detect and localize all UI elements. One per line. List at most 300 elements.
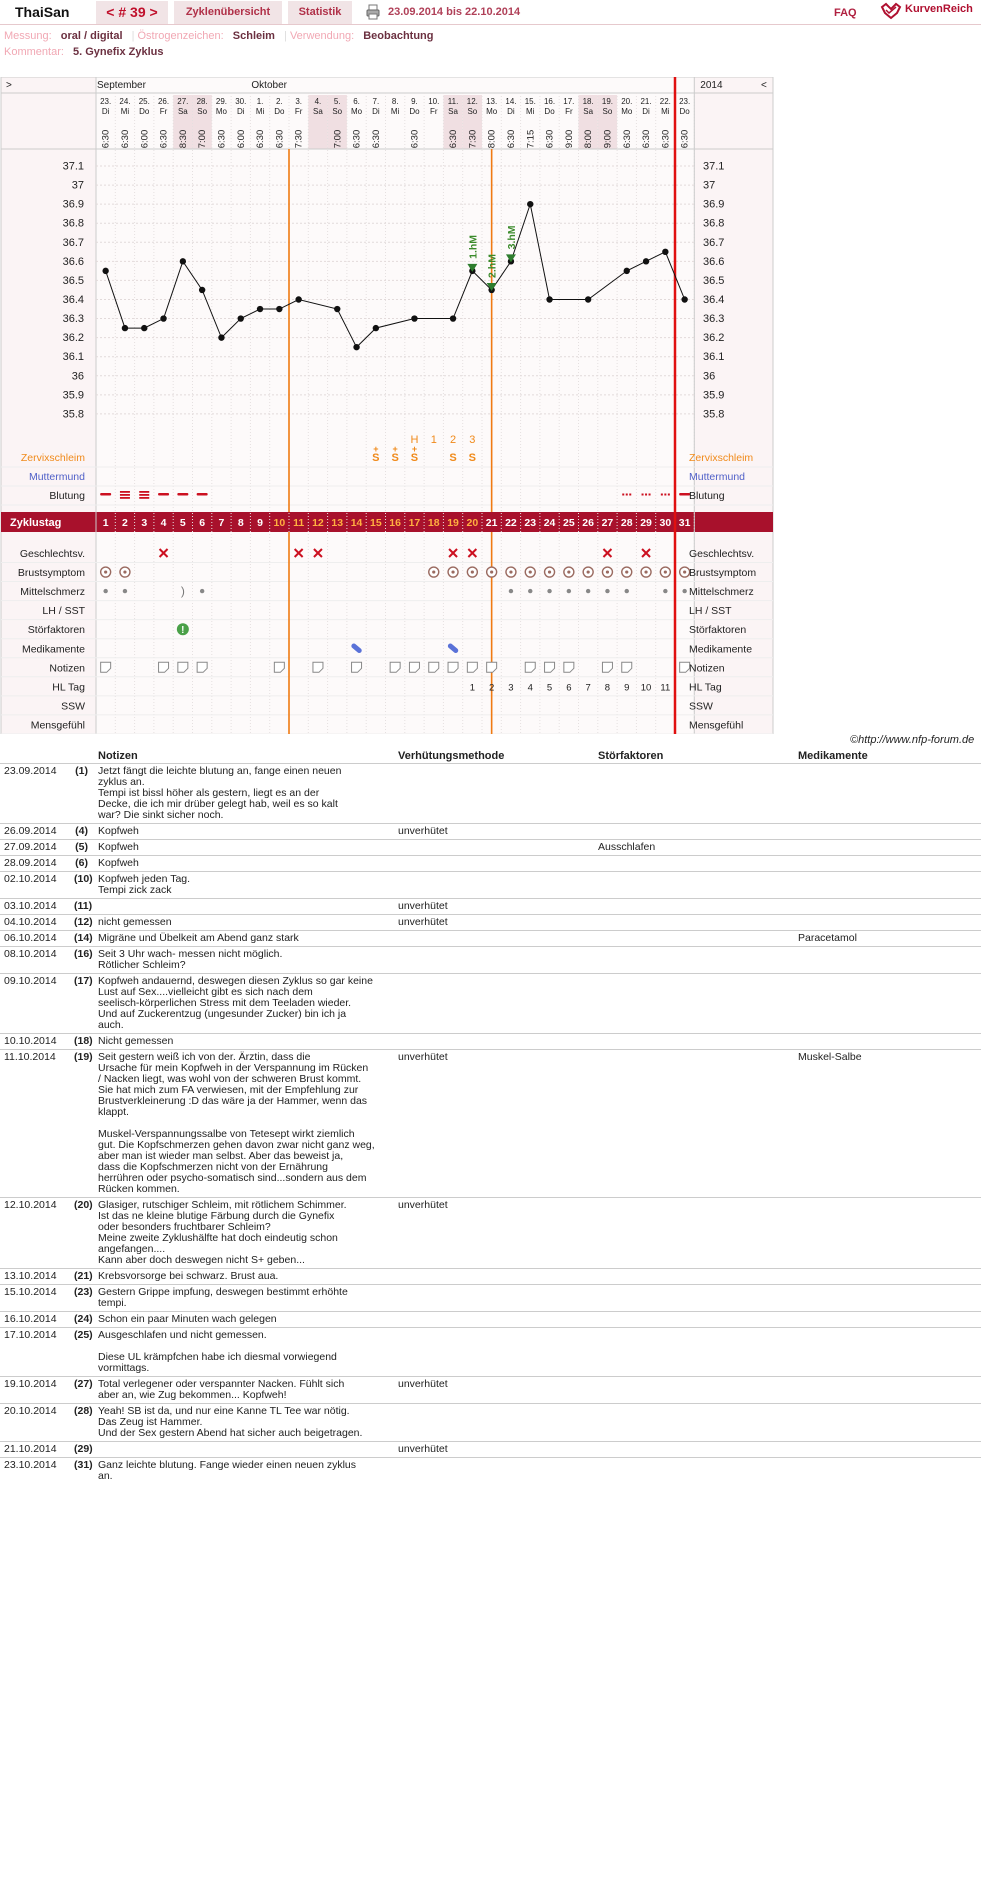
- month-label: September: [97, 80, 146, 91]
- temperature-point: [585, 296, 591, 302]
- cervical-mucus-mark: S: [410, 452, 419, 464]
- day-weekday-label: Mo: [621, 107, 633, 116]
- faq-link[interactable]: FAQ: [834, 7, 857, 19]
- notes-cell-nr: (24): [70, 1312, 94, 1328]
- cycle-day-number: 2: [122, 517, 128, 529]
- peak-label: 1: [430, 434, 437, 446]
- y-tick-label-right: 36.4: [703, 293, 725, 306]
- breast-symptom-dot: [509, 570, 512, 573]
- day-date-label: 20.: [621, 97, 633, 106]
- day-date-label: 23.: [100, 97, 112, 106]
- notes-row: [0, 856, 981, 872]
- cycle-day-number: 21: [485, 517, 498, 529]
- y-tick-label: 37: [71, 179, 84, 192]
- y-tick-label-right: 37: [703, 179, 716, 192]
- y-tick-label: 36: [71, 370, 84, 383]
- day-date-label: 15.: [524, 97, 536, 106]
- breast-symptom-dot: [606, 570, 609, 573]
- notes-cell-stoer: [594, 764, 794, 824]
- breast-symptom-dot: [644, 570, 647, 573]
- notes-row: [0, 1404, 981, 1442]
- notes-cell-nr: (31): [70, 1458, 94, 1485]
- hl-day-number: 6: [566, 682, 572, 694]
- notes-cell-stoer: [594, 856, 794, 872]
- notes-cell-medi: [794, 974, 981, 1034]
- col-verhuetung-header: Verhütungsmethode: [398, 750, 505, 762]
- notes-cell-verh: unverhütet: [394, 899, 594, 915]
- measure-time-label: 6:00: [139, 129, 151, 149]
- notes-cell-verh: [394, 1458, 594, 1485]
- notes-cell-verh: [394, 947, 594, 974]
- cervical-mucus-plus: +: [392, 444, 398, 454]
- notes-row: [0, 1285, 981, 1312]
- breast-symptom-dot: [625, 570, 628, 573]
- notes-row: [0, 1269, 981, 1285]
- measure-time-label: 7:00: [332, 129, 344, 149]
- y-tick-label-right: 36.1: [703, 351, 725, 364]
- notes-cell-note: Yeah! SB ist da, und nur eine Kanne TL Tee war nötig. Das Zeug ist Hammer. Und der Sex gestern Abend hat sicher auch beigetragen.: [94, 1404, 394, 1442]
- cycle-day-number: 22: [505, 517, 517, 529]
- day-weekday-label: Sa: [583, 107, 594, 116]
- bleeding-spotting-mark: [661, 494, 663, 496]
- y-tick-label: 35.8: [62, 408, 84, 421]
- measure-time-label: 6:30: [158, 129, 170, 149]
- day-weekday-label: Sa: [448, 107, 458, 116]
- measure-time-label: 8:00: [486, 129, 498, 149]
- peak-label: 2: [449, 434, 457, 446]
- notes-cell-medi: [794, 947, 981, 974]
- cycle-day-number: 6: [199, 517, 206, 529]
- row-label-right-mittel: Mittelschmerz: [689, 586, 754, 599]
- notes-cell-verh: [394, 1269, 594, 1285]
- y-tick-label: 36.3: [62, 313, 84, 326]
- hl-day-number: 7: [585, 682, 591, 694]
- row-label-right-lh: LH / SST: [689, 605, 732, 618]
- row-label-brust: Brustsymptom: [17, 567, 85, 580]
- notes-row: [0, 824, 981, 840]
- cycle-day-band: [1, 512, 773, 532]
- mittelschmerz-dot: [567, 589, 571, 593]
- day-weekday-label: Mi: [526, 107, 535, 116]
- comment-info: [4, 46, 169, 58]
- notes-cell-note: Kopfweh: [94, 856, 394, 872]
- measure-time-label: 6:30: [448, 129, 460, 149]
- notes-row: [0, 872, 981, 899]
- day-weekday-label: So: [332, 107, 343, 116]
- temperature-point: [122, 325, 128, 331]
- notes-cell-medi: [794, 1404, 981, 1442]
- notes-row: [0, 1377, 981, 1404]
- cycle-day-number: 16: [389, 517, 401, 529]
- notes-cell-medi: [794, 1034, 981, 1050]
- day-date-label: 1.: [256, 97, 264, 106]
- breast-symptom-dot: [664, 570, 667, 573]
- row-label-medi: Medikamente: [21, 643, 85, 656]
- row-label-right-blutung: Blutung: [689, 490, 725, 502]
- notes-cell-date: 03.10.2014: [0, 899, 70, 915]
- hl-day-number: 5: [546, 682, 553, 694]
- notes-cell-verh: [394, 1404, 594, 1442]
- temperature-point: [373, 325, 379, 331]
- day-date-label: 8.: [391, 97, 399, 106]
- col-date-header: [0, 749, 70, 764]
- measure-time-label: 6:00: [235, 129, 247, 149]
- row-label-geschlechtsv: Geschlechtsv.: [19, 548, 85, 560]
- notes-cell-stoer: [594, 1034, 794, 1050]
- day-date-label: 30.: [235, 97, 247, 106]
- bleeding-spotting-mark: [668, 494, 670, 496]
- month-label: Oktober: [251, 80, 287, 91]
- bleeding-spotting-mark: [622, 494, 624, 496]
- notes-cell-verh: [394, 974, 594, 1034]
- temperature-point: [180, 258, 186, 264]
- breast-symptom-dot: [432, 570, 435, 573]
- notes-cell-medi: [794, 899, 981, 915]
- day-date-label: 14.: [505, 97, 517, 106]
- row-label-right-notizen: Notizen: [689, 662, 725, 675]
- notes-cell-medi: [794, 1285, 981, 1312]
- notes-cell-date: 23.10.2014: [0, 1458, 70, 1485]
- hl-day-number: 8: [604, 682, 611, 694]
- bleeding-heavy-mark: [139, 494, 149, 496]
- notes-cell-date: 17.10.2014: [0, 1328, 70, 1377]
- verwendung-label: Verwendung:: [289, 30, 355, 42]
- measure-time-label: 6:30: [641, 129, 653, 149]
- day-date-label: 4.: [314, 97, 322, 106]
- notes-cell-date: 28.09.2014: [0, 856, 70, 872]
- temperature-point: [624, 268, 630, 274]
- row-label-hltag: HL Tag: [52, 681, 85, 694]
- notes-cell-verh: [394, 931, 594, 947]
- notes-cell-medi: [794, 856, 981, 872]
- temperature-point: [546, 296, 552, 302]
- notes-cell-verh: [394, 1285, 594, 1312]
- notes-cell-medi: [794, 1198, 981, 1269]
- day-weekday-label: So: [467, 107, 478, 116]
- printer-icon[interactable]: [366, 4, 380, 20]
- notes-cell-note: Kopfweh: [94, 840, 394, 856]
- notes-cell-stoer: [594, 915, 794, 931]
- cycle-day-number: 13: [331, 517, 344, 529]
- measure-time-label: 6:30: [409, 129, 421, 149]
- notes-row: [0, 1328, 981, 1377]
- notes-cell-nr: (11): [70, 899, 94, 915]
- notes-cell-date: 09.10.2014: [0, 974, 70, 1034]
- notes-cell-medi: [794, 840, 981, 856]
- notes-cell-note: Schon ein paar Minuten wach gelegen: [94, 1312, 394, 1328]
- breast-symptom-dot: [587, 570, 590, 573]
- notes-cell-stoer: [594, 1312, 794, 1328]
- hl-day-number: 9: [624, 682, 630, 694]
- temperature-point: [411, 315, 417, 321]
- cycle-day-number: 30: [659, 517, 672, 529]
- notes-cell-date: 13.10.2014: [0, 1269, 70, 1285]
- notes-cell-nr: (5): [70, 840, 94, 856]
- y-tick-label-right: 36: [703, 370, 716, 383]
- y-tick-label: 37.1: [62, 160, 84, 173]
- col-nr-header: [70, 749, 94, 764]
- measure-time-label: 6:30: [621, 129, 633, 149]
- day-date-label: 23.: [679, 97, 691, 106]
- measure-time-label: 7:15: [525, 129, 537, 149]
- day-weekday-label: Mi: [255, 107, 265, 116]
- measure-time-label: 6:30: [255, 129, 267, 149]
- mittelschmerz-dot: [509, 589, 513, 593]
- notes-cell-medi: [794, 915, 981, 931]
- day-weekday-label: Fr: [294, 107, 303, 116]
- row-label-right-mens: Mensgefühl: [689, 719, 744, 732]
- cycle-day-number: 23: [524, 517, 537, 529]
- notes-cell-verh: [394, 1034, 594, 1050]
- notes-cell-stoer: [594, 974, 794, 1034]
- nav-next-icon: <: [761, 80, 767, 91]
- notes-cell-verh: unverhütet: [394, 824, 594, 840]
- y-tick-label-right: 36.6: [703, 255, 725, 268]
- notes-row: [0, 1050, 981, 1198]
- notes-cell-nr: (19): [70, 1050, 94, 1198]
- notes-cell-medi: [794, 824, 981, 840]
- day-weekday-label: Sa: [313, 107, 323, 116]
- notes-cell-date: 26.09.2014: [0, 824, 70, 840]
- notes-cell-stoer: [594, 1458, 794, 1485]
- hl-day-number: 1: [469, 682, 475, 694]
- day-date-label: 22.: [659, 97, 671, 106]
- breast-symptom-dot: [548, 570, 551, 573]
- temperature-point: [681, 296, 687, 302]
- measure-time-label: 6:30: [119, 129, 131, 149]
- day-weekday-label: Di: [101, 107, 110, 116]
- temperature-point: [199, 287, 205, 293]
- notes-cell-verh: [394, 764, 594, 824]
- notes-cell-stoer: [594, 1442, 794, 1458]
- temperature-point: [218, 334, 224, 340]
- notes-cell-medi: [794, 1458, 981, 1485]
- notes-cell-medi: [794, 764, 981, 824]
- peak-label: H: [410, 434, 419, 446]
- notes-cell-nr: (6): [70, 856, 94, 872]
- day-weekday-label: Do: [139, 107, 150, 116]
- day-weekday-label: So: [197, 107, 208, 116]
- notes-cell-verh: unverhütet: [394, 1442, 594, 1458]
- notes-cell-date: 19.10.2014: [0, 1377, 70, 1404]
- measure-time-label: 9:00: [563, 129, 575, 149]
- day-weekday-label: Di: [372, 107, 380, 116]
- hl-day-number: 10: [640, 682, 652, 694]
- bleeding-spotting-mark: [649, 494, 651, 496]
- measure-time-label: 7:30: [293, 129, 305, 149]
- day-date-label: 12.: [466, 97, 478, 106]
- day-date-label: 19.: [601, 97, 614, 106]
- cycle-day-number: 15: [370, 517, 382, 529]
- bleeding-spotting-mark: [629, 494, 631, 496]
- oestrogen-label: Östrogenzeichen:: [137, 30, 224, 42]
- hm-marker-label: 1.hM: [467, 234, 480, 259]
- cycle-day-number: 18: [427, 517, 440, 529]
- cycle-navigator[interactable]: < # 39 >: [96, 1, 168, 24]
- notes-cell-nr: (10): [70, 872, 94, 899]
- day-weekday-label: Fr: [565, 107, 573, 116]
- cervical-mucus-mark: S: [468, 452, 477, 464]
- row-label-right-medi: Medikamente: [689, 643, 753, 656]
- notes-cell-nr: (1): [70, 764, 94, 824]
- row-label-right-zervix: Zervixschleim: [689, 452, 754, 464]
- row-label-zervix: Zervixschleim: [20, 452, 85, 464]
- notes-cell-nr: (29): [70, 1442, 94, 1458]
- notes-row: [0, 1442, 981, 1458]
- notes-cell-stoer: [594, 1285, 794, 1312]
- breast-symptom-dot: [529, 570, 532, 573]
- disturbance-icon-glyph: !: [181, 625, 185, 637]
- notes-row: [0, 1198, 981, 1269]
- notes-cell-medi: Muskel-Salbe: [794, 1050, 981, 1198]
- tab-statistics[interactable]: Statistik: [288, 1, 352, 24]
- day-weekday-label: Mi: [390, 107, 400, 116]
- cycle-day-number: 26: [582, 517, 594, 529]
- top-bar: [0, 0, 981, 25]
- cycle-day-number: 1: [102, 517, 109, 529]
- day-date-label: 17.: [563, 97, 575, 106]
- hl-day-number: 4: [527, 682, 533, 694]
- bleeding-spotting-mark: [664, 494, 666, 496]
- notes-cell-verh: unverhütet: [394, 1050, 594, 1198]
- cycle-day-number: 9: [257, 517, 263, 529]
- kommentar-value: 5. Gynefix Zyklus: [72, 46, 164, 58]
- y-tick-label: 35.9: [62, 389, 84, 402]
- notes-cell-nr: (28): [70, 1404, 94, 1442]
- notes-cell-note: Ausgeschlafen und nicht gemessen. Diese UL krämpfchen habe ich diesmal vorwiegend vormittags.: [94, 1328, 394, 1377]
- brand-logo[interactable]: [880, 1, 980, 23]
- notes-cell-medi: [794, 1442, 981, 1458]
- bleeding-light-mark: [100, 493, 111, 496]
- day-date-label: 5.: [333, 97, 341, 106]
- bleeding-spotting-mark: [626, 494, 628, 496]
- y-tick-label: 36.8: [62, 217, 84, 230]
- measure-time-label: 7:00: [197, 129, 209, 149]
- breast-symptom-dot: [471, 570, 474, 573]
- notes-cell-stoer: [594, 824, 794, 840]
- day-date-label: 13.: [486, 97, 498, 106]
- notes-row: [0, 915, 981, 931]
- cycle-day-number: 24: [543, 517, 556, 529]
- notes-cell-stoer: [594, 1198, 794, 1269]
- cycle-day-number: 14: [350, 517, 363, 529]
- notes-cell-stoer: [594, 931, 794, 947]
- day-weekday-label: Fr: [429, 107, 438, 116]
- cycle-day-number: 4: [160, 517, 167, 529]
- cycle-day-number: 8: [237, 517, 244, 529]
- username: ThaiSan: [15, 4, 70, 20]
- cycle-day-number: 28: [620, 517, 633, 529]
- row-label-right-brust: Brustsymptom: [689, 567, 757, 580]
- kommentar-label: Kommentar:: [4, 46, 64, 58]
- notes-cell-verh: [394, 1328, 594, 1377]
- notes-cell-nr: (25): [70, 1328, 94, 1377]
- day-weekday-label: Di: [236, 107, 245, 116]
- notes-cell-verh: unverhütet: [394, 915, 594, 931]
- notes-cell-stoer: [594, 899, 794, 915]
- temperature-point: [353, 344, 359, 350]
- notes-cell-nr: (23): [70, 1285, 94, 1312]
- day-date-label: 3.: [295, 97, 302, 106]
- day-date-label: 11.: [447, 97, 459, 106]
- bleeding-heavy-mark: [120, 497, 130, 499]
- day-date-label: 2.: [276, 97, 283, 106]
- notes-cell-nr: (27): [70, 1377, 94, 1404]
- notes-cell-note: Glasiger, rutschiger Schleim, mit rötlichem Schimmer. Ist das ne kleine blutige Färbung durch die Gynefix oder besonders fruchtbarer Schleim? Meine zweite Zyklushälfte hat doch eindeutig schon angefangen.... Kann aber doch deswegen nicht S+ geben...: [94, 1198, 394, 1269]
- mittelschmerz-dot: [625, 589, 629, 593]
- bleeding-heavy-mark: [120, 494, 130, 496]
- notes-table: [0, 749, 981, 1484]
- notes-cell-nr: (20): [70, 1198, 94, 1269]
- day-weekday-label: Di: [507, 107, 515, 116]
- day-weekday-label: Do: [679, 107, 690, 116]
- tab-cycle-overview[interactable]: Zyklenübersicht: [174, 1, 282, 24]
- cervical-mucus-plus: +: [411, 444, 418, 454]
- notes-cell-medi: [794, 1269, 981, 1285]
- y-tick-label: 36.1: [62, 351, 84, 364]
- row-label-right-stoer: Störfaktoren: [689, 624, 747, 637]
- notes-cell-medi: [794, 1377, 981, 1404]
- breast-symptom-dot: [104, 570, 107, 573]
- notes-row: [0, 764, 981, 824]
- nav-prev-icon: >: [6, 80, 12, 91]
- col-notes-header: Notizen: [98, 750, 138, 762]
- temperature-point: [257, 306, 263, 312]
- day-date-label: 16.: [543, 97, 556, 106]
- bleeding-spotting-mark: [642, 494, 644, 496]
- breast-symptom-dot: [490, 570, 493, 573]
- day-weekday-label: Mi: [661, 107, 670, 116]
- day-date-label: 9.: [411, 97, 418, 106]
- measure-time-label: 6:30: [544, 129, 556, 149]
- notes-cell-date: 21.10.2014: [0, 1442, 70, 1458]
- notes-row: [0, 947, 981, 974]
- cycle-day-number: 7: [218, 517, 225, 529]
- cycle-day-number: 3: [141, 517, 148, 529]
- day-weekday-label: Mo: [215, 107, 228, 116]
- notes-cell-stoer: Ausschlafen: [594, 840, 794, 856]
- notes-cell-verh: [394, 840, 594, 856]
- day-weekday-label: Do: [274, 107, 285, 116]
- y-tick-label-right: 36.9: [703, 198, 725, 211]
- notes-cell-note: Kopfweh andauernd, deswegen diesen Zyklus so gar keine Lust auf Sex....vielleicht gibt es sich nach dem seelisch-körperlichen Stress mit dem Teeladen wieder. Und auf Zuckerentzug (ungesunder Zucker) bin ich ja auch.: [94, 974, 394, 1034]
- row-label-mens: Mensgefühl: [30, 719, 85, 732]
- day-date-label: 7.: [372, 97, 380, 106]
- notes-cell-date: 12.10.2014: [0, 1198, 70, 1269]
- cervical-mucus-mark: S: [391, 452, 399, 464]
- y-tick-label-right: 36.2: [703, 332, 725, 345]
- temperature-point: [643, 258, 649, 264]
- breast-symptom-dot: [123, 570, 126, 573]
- notes-cell-note: [94, 1442, 394, 1458]
- day-weekday-label: Do: [544, 107, 555, 116]
- day-date-label: 26.: [157, 97, 170, 106]
- cervical-mucus-mark: S: [449, 452, 457, 464]
- row-label-mittel: Mittelschmerz: [20, 586, 85, 599]
- bleeding-heavy-mark: [139, 497, 149, 499]
- notes-cell-nr: (17): [70, 974, 94, 1034]
- notes-cell-date: 16.10.2014: [0, 1312, 70, 1328]
- cycle-day-number: 29: [640, 517, 652, 529]
- cycle-day-number: 31: [678, 517, 691, 529]
- hm-marker-label: 2.hM: [486, 254, 499, 278]
- hm-marker-label: 3.hM: [505, 225, 518, 250]
- notes-cell-note: Gestern Grippe impfung, deswegen bestimmt erhöhte tempi.: [94, 1285, 394, 1312]
- notes-cell-medi: [794, 872, 981, 899]
- notes-cell-verh: unverhütet: [394, 1198, 594, 1269]
- measure-time-label: 6:30: [505, 129, 517, 149]
- col-medikamente-header: Medikamente: [798, 750, 868, 762]
